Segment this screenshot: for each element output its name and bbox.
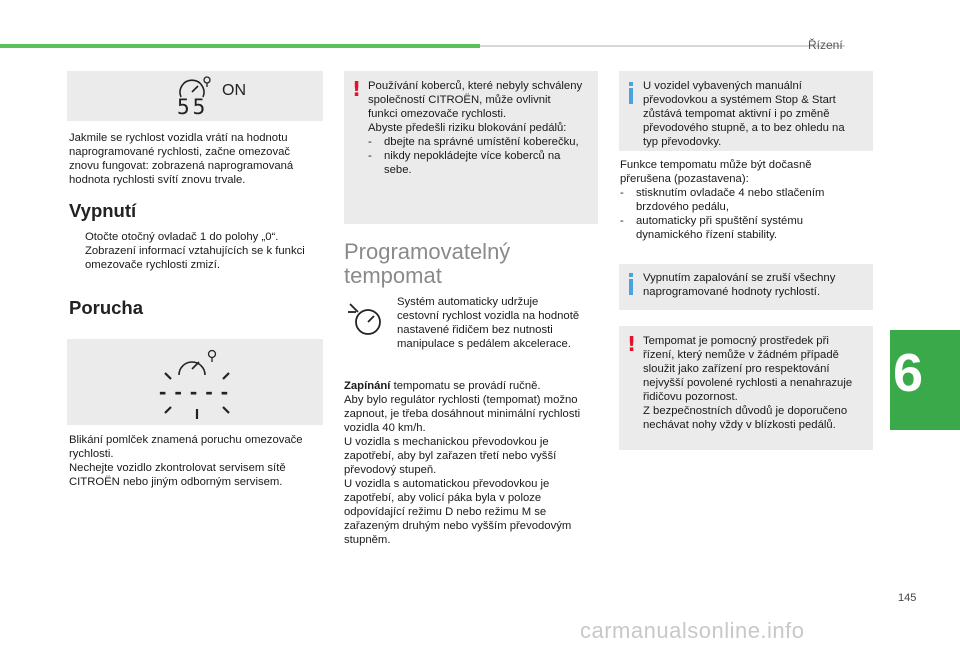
page-number: 145 bbox=[898, 592, 917, 604]
bold-term: Zapínání bbox=[344, 380, 391, 392]
text-line: Zobrazení informací vztahujících se k funkci bbox=[85, 245, 305, 257]
text-line: řízení, který nemůže v žádném případě bbox=[643, 349, 839, 361]
bullet-item bbox=[368, 135, 596, 149]
text-line: převodový stupeň. bbox=[344, 464, 437, 476]
text-line: rychlosti. bbox=[69, 448, 114, 460]
warning-box-mats bbox=[344, 71, 598, 224]
heading-fault: Porucha bbox=[69, 297, 144, 318]
limiter-on-label: ON bbox=[222, 82, 246, 99]
pause-text bbox=[620, 158, 874, 242]
fault-display-panel bbox=[67, 339, 323, 425]
text-line: Funkce tempomatu může být dočasně bbox=[620, 159, 812, 171]
text-line: typ převodovky. bbox=[643, 136, 722, 148]
text-line: nejvyšší povolené rychlosti a nenahrazuje bbox=[643, 377, 853, 389]
bullet-marker: - bbox=[368, 150, 372, 162]
text-line: zůstává tempomat aktivní i po změně bbox=[643, 108, 830, 120]
text-line: omezovače rychlosti zmizí. bbox=[85, 259, 220, 271]
fault-dashes: - - - - - bbox=[159, 379, 230, 404]
text-line: nastavené řidičem bez nutnosti bbox=[397, 324, 553, 336]
warning-box-driving-aid bbox=[619, 326, 873, 450]
section-title: Řízení bbox=[808, 38, 843, 52]
text-line: zařazeným druhým nebo vyšším převodovým bbox=[344, 520, 572, 532]
info-icon-bar bbox=[629, 88, 633, 104]
text-line: manipulace s pedálem akcelerace. bbox=[397, 338, 571, 350]
text-line: stisknutím ovladače 4 nebo stlačením bbox=[636, 187, 825, 199]
info-text bbox=[643, 79, 871, 149]
info-box-stop-start bbox=[619, 71, 873, 151]
speed-limit-display-panel bbox=[67, 71, 323, 121]
text-line: Systém automaticky udržuje bbox=[397, 296, 539, 308]
text-line: vozidla 40 km/h. bbox=[344, 422, 426, 434]
text-line: U vozidel vybavených manuální bbox=[643, 80, 802, 92]
text-line: dynamického řízení stability. bbox=[636, 229, 778, 241]
bullet-marker bbox=[69, 230, 85, 272]
header-accent-bar bbox=[0, 44, 480, 48]
text-line: naprogramované rychlosti, začne omezovač bbox=[69, 146, 291, 158]
text-line: zapotřebí, aby volicí páka byla v poloze bbox=[344, 492, 542, 504]
text-line: cestovní rychlost vozidla na hodnotě bbox=[397, 310, 580, 322]
text-span: tempomatu se provádí ručně. bbox=[390, 380, 541, 392]
warning-text bbox=[368, 79, 596, 177]
text-line: Z bezpečnostních důvodů je doporučeno bbox=[643, 405, 848, 417]
text-line: sebe. bbox=[384, 164, 412, 176]
text-line: naprogramované hodnoty rychlostí. bbox=[643, 286, 821, 298]
fault-text bbox=[69, 433, 331, 489]
text-line: znovu fungovat: zobrazená naprogramovaná bbox=[69, 160, 294, 172]
bullet-item bbox=[620, 186, 874, 214]
text-line: převodového stupně, a to bez ohledu na bbox=[643, 122, 845, 134]
text-line: Vypnutím zapalování se zruší všechny bbox=[643, 272, 836, 284]
info-icon-bar bbox=[629, 279, 633, 295]
watermark: carmanualsonline.info bbox=[580, 618, 805, 643]
text-line: Aby bylo regulátor rychlosti (tempomat) možno bbox=[344, 394, 578, 406]
text-line: zapotřebí, aby byl zařazen třetí nebo vyšší bbox=[344, 450, 557, 462]
text-line: Blikání pomlček znamená poruchu omezovače bbox=[69, 434, 303, 446]
text-line: Otočte otočný ovladač 1 do polohy „0“. bbox=[85, 231, 279, 243]
text-line: nechávat nohy vždy v blízkosti pedálů. bbox=[643, 419, 836, 431]
text-line: Jakmile se rychlost vozidla vrátí na hodnotu bbox=[69, 132, 288, 144]
text-line: funkci omezovače rychlosti. bbox=[368, 108, 507, 120]
text-line: U vozidla s mechanickou převodovkou je bbox=[344, 436, 549, 448]
info-text bbox=[643, 271, 871, 299]
text-line: brzdového pedálu, bbox=[636, 201, 729, 213]
bullet-item bbox=[620, 214, 874, 242]
header-rule bbox=[480, 45, 845, 47]
text-line: Nechejte vozidlo zkontrolovat servisem sítě bbox=[69, 462, 286, 474]
bullet-item bbox=[69, 230, 331, 272]
heading-cruise-control bbox=[344, 240, 510, 288]
switch-on-text bbox=[344, 379, 606, 547]
text-line: převodovkou a systémem Stop & Start bbox=[643, 94, 836, 106]
text-line: sloužit jako zařízení pro respektování bbox=[643, 363, 830, 375]
bullet-marker: - bbox=[620, 215, 624, 227]
text-line: stupněm. bbox=[344, 534, 391, 546]
text-line: CITROËN nebo jiným odborným servisem. bbox=[69, 476, 283, 488]
text-line: Abyste předešli riziku blokování pedálů: bbox=[368, 122, 567, 134]
text-line: nikdy nepokládejte více koberců na bbox=[384, 150, 561, 162]
warning-icon: ! bbox=[352, 77, 362, 101]
return-to-speed-text bbox=[69, 131, 329, 187]
text-line: dbejte na správné umístění koberečku, bbox=[384, 136, 579, 148]
heading-line: Programovatelný bbox=[344, 239, 511, 264]
cruise-control-icon bbox=[346, 298, 386, 338]
bullet-item bbox=[368, 149, 596, 177]
text-line: U vozidla s automatickou převodovkou je bbox=[344, 478, 550, 490]
heading-line: tempomat bbox=[344, 263, 442, 288]
text-line: odpovídající režimu D nebo režimu M se bbox=[344, 506, 547, 518]
info-icon bbox=[629, 82, 633, 86]
text-line: řidičovu pozornost. bbox=[643, 391, 738, 403]
text-line: Používání koberců, které nebyly schváleny bbox=[368, 80, 583, 92]
info-box-ignition bbox=[619, 264, 873, 310]
text-line: zapnout, je třeba dosáhnout minimální rychlosti bbox=[344, 408, 581, 420]
bullet-marker: - bbox=[620, 187, 624, 199]
text-line: přerušena (pozastavena): bbox=[620, 173, 749, 185]
text-line: společností CITROËN, může ovlivnit bbox=[368, 94, 551, 106]
text-line: Tempomat je pomocný prostředek při bbox=[643, 335, 829, 347]
text-line bbox=[344, 379, 606, 393]
chapter-number: 6 bbox=[893, 343, 924, 403]
speed-digits: 55 bbox=[177, 95, 209, 119]
off-instruction bbox=[69, 230, 331, 272]
info-icon bbox=[629, 273, 633, 277]
heading-off: Vypnutí bbox=[69, 200, 137, 221]
text-line: hodnota rychlosti svítí znovu trvale. bbox=[69, 174, 246, 186]
warning-text bbox=[643, 334, 871, 432]
cruise-description bbox=[397, 295, 597, 351]
text-line: automaticky při spuštění systému bbox=[636, 215, 804, 227]
warning-icon: ! bbox=[627, 332, 637, 356]
bullet-marker: - bbox=[368, 136, 372, 148]
